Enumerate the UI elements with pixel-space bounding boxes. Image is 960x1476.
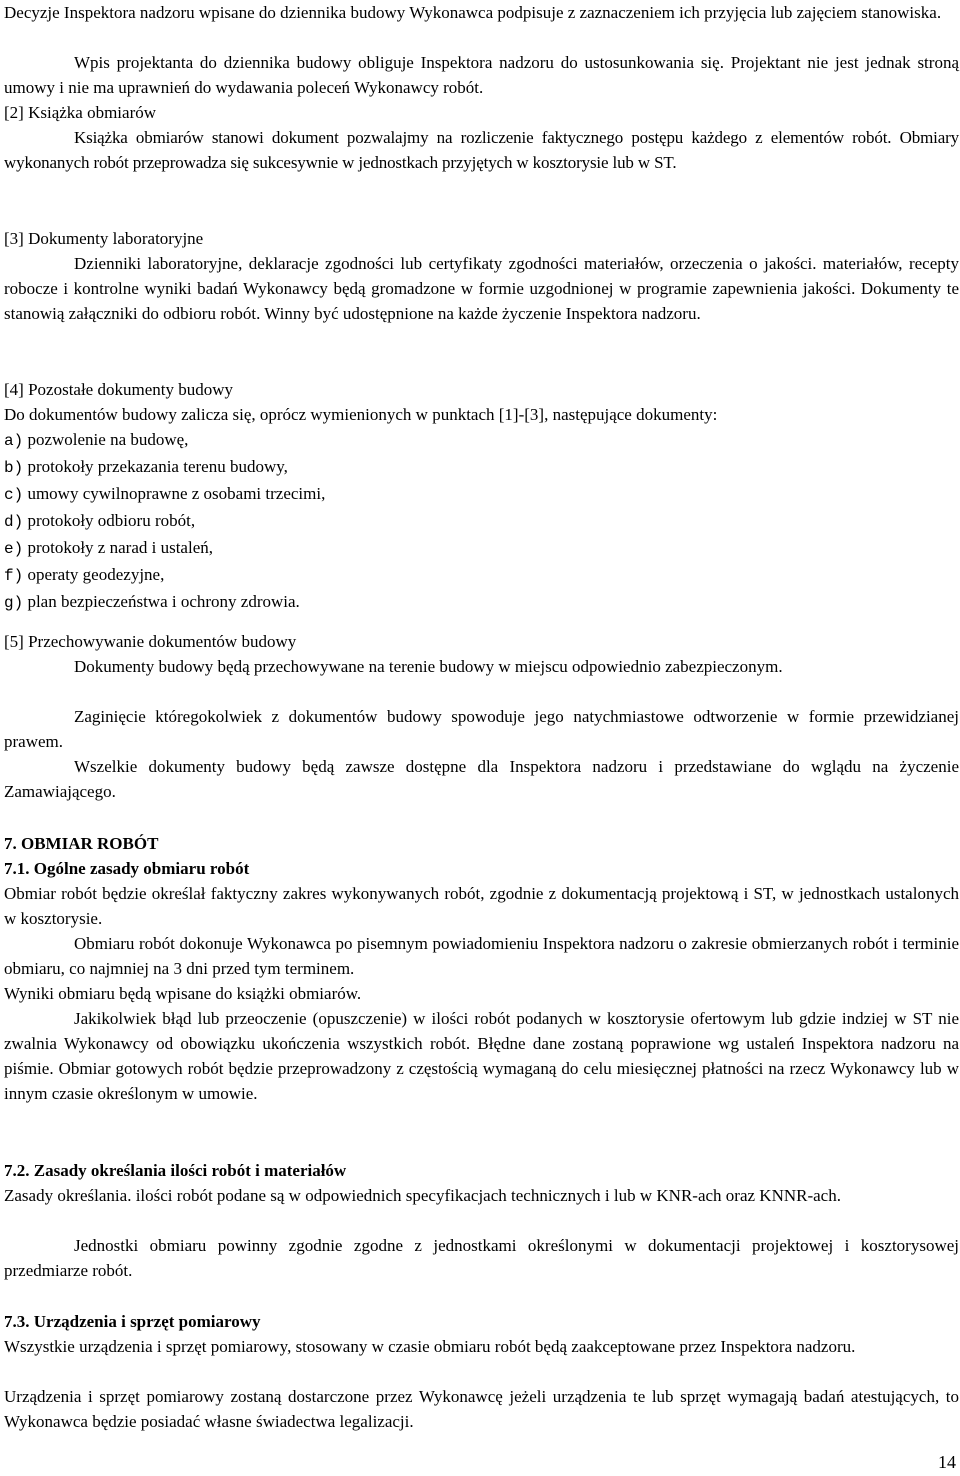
paragraph-storage-3: Wszelkie dokumenty budowy będą zawsze dostępne dla Inspektora nadzoru i przedstawiane do wglądu na życzenie Zamawiającego. xyxy=(4,757,959,801)
list-marker: b) xyxy=(4,459,24,477)
list-item xyxy=(4,562,959,589)
subsection-heading-7-1: 7.1. Ogólne zasady obmiaru robót xyxy=(4,859,250,878)
other-documents-list xyxy=(4,427,959,616)
list-item-text: umowy cywilnoprawne z osobami trzecimi, xyxy=(27,484,326,503)
paragraph-7-3-acceptance: Wszystkie urządzenia i sprzęt pomiarowy, stosowany w czasie obmiaru robót będą zaakceptowane przez Inspektora nadzoru. xyxy=(4,1337,856,1356)
list-item-text: plan bezpieczeństwa i ochrony zdrowia. xyxy=(27,592,300,611)
list-marker: c) xyxy=(4,486,24,504)
paragraph-7-2-rules: Zasady określania. ilości robót podane są w odpowiednich specyfikacjach technicznych i lub w KNR-ach oraz KNNR-ach. xyxy=(4,1186,841,1205)
list-item xyxy=(4,454,959,481)
section-heading-measurement-book: [2] Książka obmiarów xyxy=(4,103,157,122)
list-marker: a) xyxy=(4,432,24,450)
list-item-text: protokoły odbioru robót, xyxy=(27,511,196,530)
chapter-heading-measurement: 7. OBMIAR ROBÓT xyxy=(4,834,159,853)
paragraph-laboratory-documents: Dzienniki laboratoryjne, deklaracje zgodności lub certyfikaty zgodności materiałów, orzeczenia o jakości. materiałów, recepty robocze i kontrolne wyniki badań Wykonawcy będą gromadzone w formie uzgodnionej w programie zapewnienia jakości. Dokumenty te stanowią załączniki do odbioru robót. Winny być udostępnione na każde życzenie Inspektora nadzoru. xyxy=(4,254,959,323)
subsection-heading-7-3: 7.3. Urządzenia i sprzęt pomiarowy xyxy=(4,1312,261,1331)
paragraph-storage-2: Zaginięcie któregokolwiek z dokumentów budowy spowoduje jego natychmiastowe odtworzenie w formie przewidzianej prawem. xyxy=(4,707,959,751)
list-item xyxy=(4,427,959,454)
paragraph-7-1-scope: Obmiar robót będzie określał faktyczny zakres wykonywanych robót, zgodnie z dokumentacją projektową i ST, w jednostkach ustalonych w kosztorysie. xyxy=(4,884,959,928)
section-heading-laboratory-documents: [3] Dokumenty laboratoryjne xyxy=(4,229,204,248)
page-number: 14 xyxy=(938,1452,956,1472)
section-heading-other-documents: [4] Pozostałe dokumenty budowy xyxy=(4,380,233,399)
list-marker: d) xyxy=(4,513,24,531)
list-marker: g) xyxy=(4,594,24,612)
paragraph-7-1-errors: Jakikolwiek błąd lub przeoczenie (opuszczenie) w ilości robót podanych w kosztorysie ofertowym lub gdzie indziej w ST nie zwalnia Wykonawcy od obowiązku ukończenia wszystkich robót. Błędne dane zostaną poprawione wg ustaleń Inspektora nadzoru na piśmie. Obmiar gotowych robót będzie przeprowadzony z częstością wymaganą do celu miesięcznej płatności na rzecz Wykonawcy lub w innym czasie określonym w umowie. xyxy=(4,1009,959,1103)
paragraph-7-1-results: Wyniki obmiaru będą wpisane do książki obmiarów. xyxy=(4,984,362,1003)
list-marker: f) xyxy=(4,567,24,585)
list-item xyxy=(4,481,959,508)
paragraph-7-1-notice: Obmiaru robót dokonuje Wykonawca po pisemnym powiadomieniu Inspektora nadzoru o zakresie obmierzanych robót i terminie obmiaru, co najmniej na 3 dni przed tym terminem. xyxy=(4,934,959,978)
subsection-heading-7-2: 7.2. Zasady określania ilości robót i materiałów xyxy=(4,1161,347,1180)
paragraph-storage-1: Dokumenty budowy będą przechowywane na terenie budowy w miejscu odpowiednio zabezpieczonym. xyxy=(74,657,783,676)
paragraph-7-3-certificates: Urządzenia i sprzęt pomiarowy zostaną dostarczone przez Wykonawcę jeżeli urządzenia te lub sprzęt wymagają badań atestujących, to Wykonawca będzie posiadać własne świadectwa legalizacji. xyxy=(4,1387,959,1431)
list-marker: e) xyxy=(4,540,24,558)
paragraph-inspector-decisions: Decyzje Inspektora nadzoru wpisane do dziennika budowy Wykonawca podpisuje z zaznaczeniem ich przyjęcia lub zajęciem stanowiska. xyxy=(4,3,942,22)
paragraph-designer-entry: Wpis projektanta do dziennika budowy obliguje Inspektora nadzoru do ustosunkowania się. Projektant nie jest jednak stroną umowy i nie ma uprawnień do wydawania poleceń Wykonawcy robót. xyxy=(4,53,959,97)
paragraph-7-2-units: Jednostki obmiaru powinny zgodnie zgodne z jednostkami określonymi w dokumentacji projektowej i kosztorysowej przedmiarze robót. xyxy=(4,1236,959,1280)
list-item-text: protokoły z narad i ustaleń, xyxy=(27,538,213,557)
list-item-text: protokoły przekazania terenu budowy, xyxy=(27,457,288,476)
list-item xyxy=(4,508,959,535)
paragraph-other-documents-intro: Do dokumentów budowy zalicza się, oprócz wymienionych w punktach [1]-[3], następujące dokumenty: xyxy=(4,405,718,424)
section-heading-document-storage: [5] Przechowywanie dokumentów budowy xyxy=(4,632,297,651)
paragraph-measurement-book: Książka obmiarów stanowi dokument pozwalajmy na rozliczenie faktycznego postępu każdego z elementów robót. Obmiary wykonanych robót przeprowadza się sukcesywnie w jednostkach przyjętych w kosztorysie lub w ST. xyxy=(4,128,959,172)
list-item-text: pozwolenie na budowę, xyxy=(27,430,189,449)
list-item xyxy=(4,535,959,562)
list-item-text: operaty geodezyjne, xyxy=(27,565,165,584)
list-item xyxy=(4,589,959,616)
